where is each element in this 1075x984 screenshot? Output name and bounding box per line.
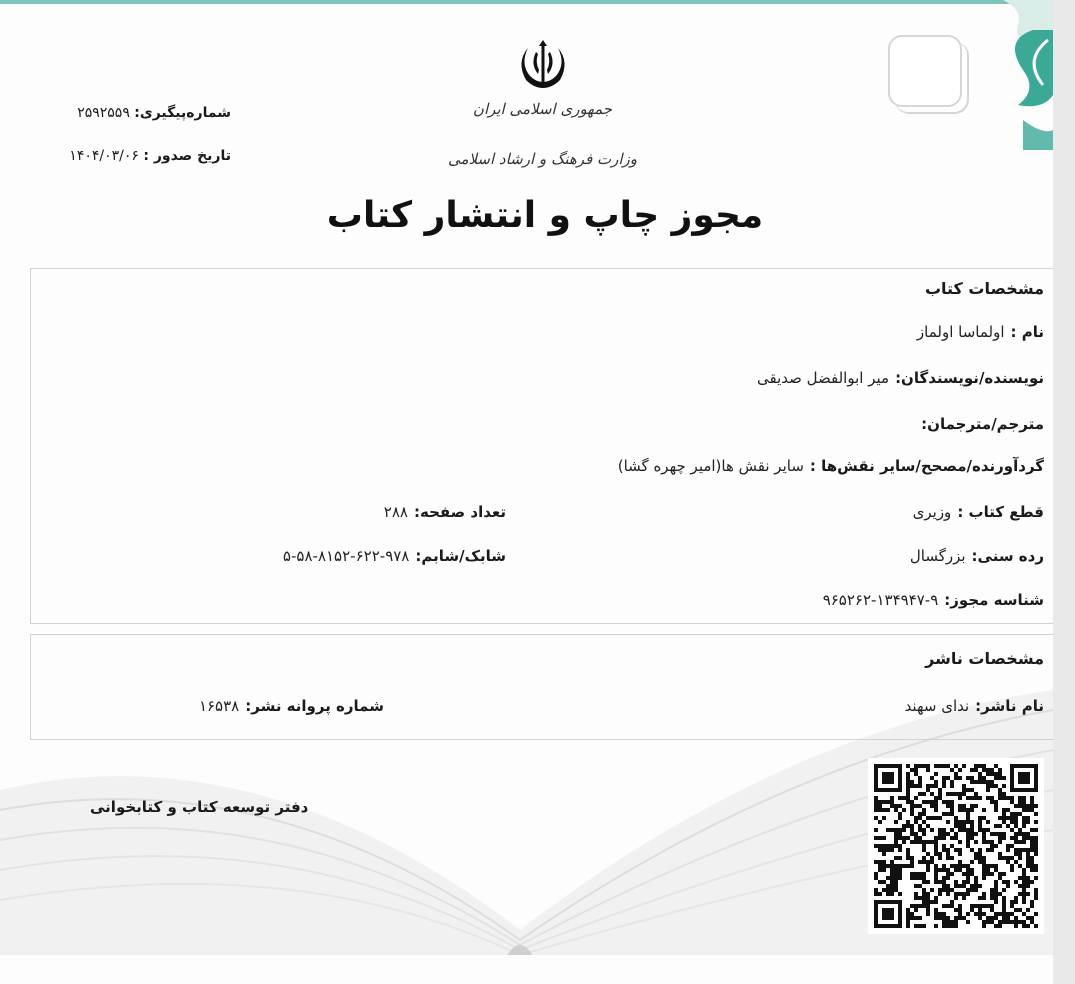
tracking-label: شماره‌پیگیری: <box>134 105 231 121</box>
qr-code-icon <box>868 758 1044 934</box>
format-row <box>913 503 1044 521</box>
top-border <box>0 0 1053 4</box>
publisher-name-label: نام ناشر: <box>975 697 1044 715</box>
permit-id-label: شناسه مجوز: <box>944 591 1044 609</box>
publisher-details-box <box>30 634 1053 740</box>
license-number-value: ۱۶۵۳۸ <box>198 697 240 715</box>
permit-id-row <box>823 591 1044 609</box>
author-row <box>757 369 1044 387</box>
other-roles-value: سایر نقش ها(امیر چهره گشا) <box>617 457 804 475</box>
permit-id-value: ۹-۱۳۴۹۴۷-۹۶۵۲۶۲ <box>822 591 939 609</box>
publisher-name-value: ندای سهند <box>904 697 970 715</box>
qr-code[interactable] <box>868 758 1044 934</box>
other-roles-row <box>618 457 1044 475</box>
translator-label: مترجم/مترجمان: <box>921 415 1044 433</box>
page-count-label: تعداد صفحه: <box>413 503 506 521</box>
issue-date <box>69 148 231 164</box>
issue-label: تاریخ صدور : <box>143 148 231 164</box>
page-title: مجوز چاپ و انتشار کتاب <box>326 195 764 236</box>
iran-emblem-icon <box>508 40 578 95</box>
book-name-label: نام : <box>1010 323 1044 341</box>
page-count-row <box>384 503 506 521</box>
author-label: نویسنده/نویسندگان: <box>895 369 1044 387</box>
book-name-row <box>917 323 1044 341</box>
tracking-number <box>77 105 231 121</box>
age-group-label: رده سنی: <box>971 547 1044 565</box>
bottom-margin <box>0 955 1053 984</box>
format-value: وزیری <box>912 503 952 521</box>
isbn-row <box>283 547 506 565</box>
ministry-name: وزارت فرهنگ و ارشاد اسلامی <box>447 150 638 168</box>
tracking-value: ۲۵۹۲۵۵۹ <box>77 105 130 121</box>
book-section-title: مشخصات کتاب <box>924 279 1044 298</box>
book-name-value: اولماسا اولماز <box>916 323 1005 341</box>
isbn-value: ۹۷۸-۶۲۲-۸۱۵۲-۵۸-۵ <box>282 547 410 565</box>
isbn-label: شابک/شابم: <box>415 547 506 565</box>
page-count-value: ۲۸۸ <box>383 503 408 521</box>
issue-value: ۱۴۰۴/۰۳/۰۶ <box>69 148 139 164</box>
author-value: میر ابوالفضل صدیقی <box>757 369 890 387</box>
government-name: جمهوری اسلامی ایران <box>472 100 613 118</box>
license-number-label: شماره پروانه نشر: <box>245 697 384 715</box>
corner-ornament-icon <box>963 0 1053 150</box>
translator-row <box>915 415 1044 433</box>
copy-icon[interactable] <box>888 35 962 107</box>
format-label: قطع کتاب : <box>957 503 1044 521</box>
publisher-name-row <box>905 697 1044 715</box>
publisher-section-title: مشخصات ناشر <box>925 649 1044 668</box>
license-number-row <box>199 697 384 715</box>
age-group-value: بزرگسال <box>909 547 966 565</box>
age-group-row <box>910 547 1044 565</box>
book-details-box <box>30 268 1053 624</box>
other-roles-label: گردآورنده/مصحح/سایر نقش‌ها : <box>809 457 1044 475</box>
screen-edge <box>1053 0 1075 984</box>
issuing-office: دفتر توسعه کتاب و کتابخوانی <box>90 798 309 816</box>
